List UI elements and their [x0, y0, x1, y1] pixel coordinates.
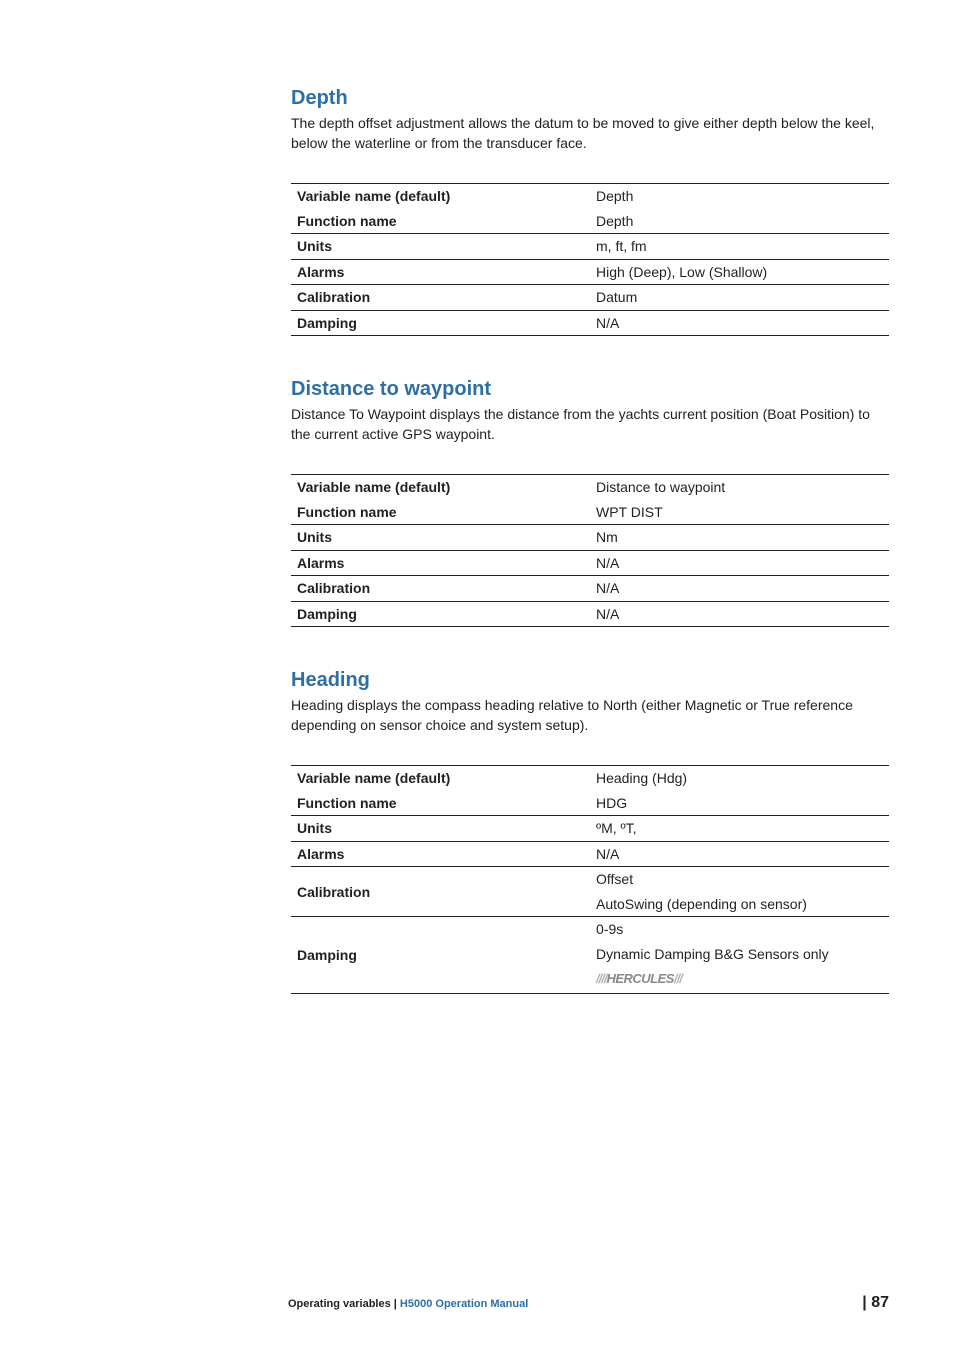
footer-breadcrumb — [288, 1298, 528, 1310]
row-value: Nm — [590, 525, 889, 551]
table-row — [291, 867, 889, 917]
table-row — [291, 209, 889, 234]
row-value: Distance to waypoint — [590, 475, 889, 500]
hercules-logo: ////HERCULES/// — [596, 970, 682, 986]
row-value: N/A — [590, 550, 889, 576]
table-row — [291, 259, 889, 285]
row-value: Dynamic Damping B&G Sensors only — [596, 945, 829, 962]
row-label: Damping — [291, 917, 590, 994]
row-label: Variable name (default) — [291, 475, 590, 500]
row-value: Depth — [590, 184, 889, 209]
footer-separator: | — [393, 1298, 397, 1310]
row-value: WPT DIST — [590, 500, 889, 525]
table-row — [291, 550, 889, 576]
table-row — [291, 917, 889, 994]
row-value: Datum — [590, 285, 889, 311]
row-value: High (Deep), Low (Shallow) — [590, 259, 889, 285]
table-row — [291, 475, 889, 500]
table-row — [291, 525, 889, 551]
row-label: Variable name (default) — [291, 184, 590, 209]
variables-table — [291, 765, 889, 994]
table-row — [291, 601, 889, 627]
row-value-cell — [590, 917, 889, 994]
table-row — [291, 500, 889, 525]
row-label: Calibration — [291, 285, 590, 311]
section-description: Heading displays the compass heading relative to North (either Magnetic or True reference depending on sensor choice and system setup). — [291, 697, 853, 733]
row-value: Offset — [596, 871, 634, 887]
row-value: Heading (Hdg) — [590, 766, 889, 791]
row-value: AutoSwing (depending on sensor) — [596, 895, 807, 912]
section-description: The depth offset adjustment allows the datum to be moved to give either depth below the keel, below the waterline or from the transducer face. — [291, 115, 875, 151]
row-label: Units — [291, 525, 590, 551]
table-row — [291, 816, 889, 842]
row-label: Units — [291, 234, 590, 260]
footer-manual-title: H5000 Operation Manual — [399, 1298, 529, 1310]
variables-table — [291, 183, 889, 336]
row-value: HDG — [590, 791, 889, 816]
table-row — [291, 310, 889, 336]
table-row — [291, 791, 889, 816]
section-description: Distance To Waypoint displays the distance from the yachts current position (Boat Position) to the current active GPS waypoint. — [291, 406, 870, 442]
row-value: N/A — [590, 576, 889, 602]
section-title: Depth — [291, 87, 348, 109]
page-number: | 87 — [862, 1294, 889, 1311]
row-label: Calibration — [291, 576, 590, 602]
section-distance-to-waypoint — [291, 377, 889, 622]
row-label: Alarms — [291, 841, 590, 867]
row-label: Function name — [291, 209, 590, 234]
page-footer — [288, 1296, 889, 1316]
section-title: Distance to waypoint — [291, 378, 492, 400]
footer-section: Operating variables — [288, 1298, 391, 1310]
table-row — [291, 766, 889, 791]
row-label: Variable name (default) — [291, 766, 590, 791]
row-value: N/A — [590, 841, 889, 867]
variables-table — [291, 474, 889, 627]
row-label: Damping — [291, 601, 590, 627]
row-label: Calibration — [291, 867, 590, 917]
row-value-cell — [590, 867, 889, 917]
row-value: 0-9s — [596, 921, 624, 937]
row-value: ºM, ºT, — [590, 816, 889, 842]
table-row — [291, 234, 889, 260]
table-row — [291, 841, 889, 867]
section-title: Heading — [291, 669, 370, 691]
row-label: Function name — [291, 500, 590, 525]
row-label: Alarms — [291, 550, 590, 576]
row-value: Depth — [590, 209, 889, 234]
section-heading — [291, 668, 889, 986]
table-row — [291, 285, 889, 311]
row-label: Damping — [291, 310, 590, 336]
row-value: N/A — [590, 310, 889, 336]
row-value: m, ft, fm — [590, 234, 889, 260]
row-label: Function name — [291, 791, 590, 816]
row-value: N/A — [590, 601, 889, 627]
section-depth — [291, 86, 889, 331]
table-row — [291, 184, 889, 209]
row-label: Units — [291, 816, 590, 842]
row-label: Alarms — [291, 259, 590, 285]
table-row — [291, 576, 889, 602]
